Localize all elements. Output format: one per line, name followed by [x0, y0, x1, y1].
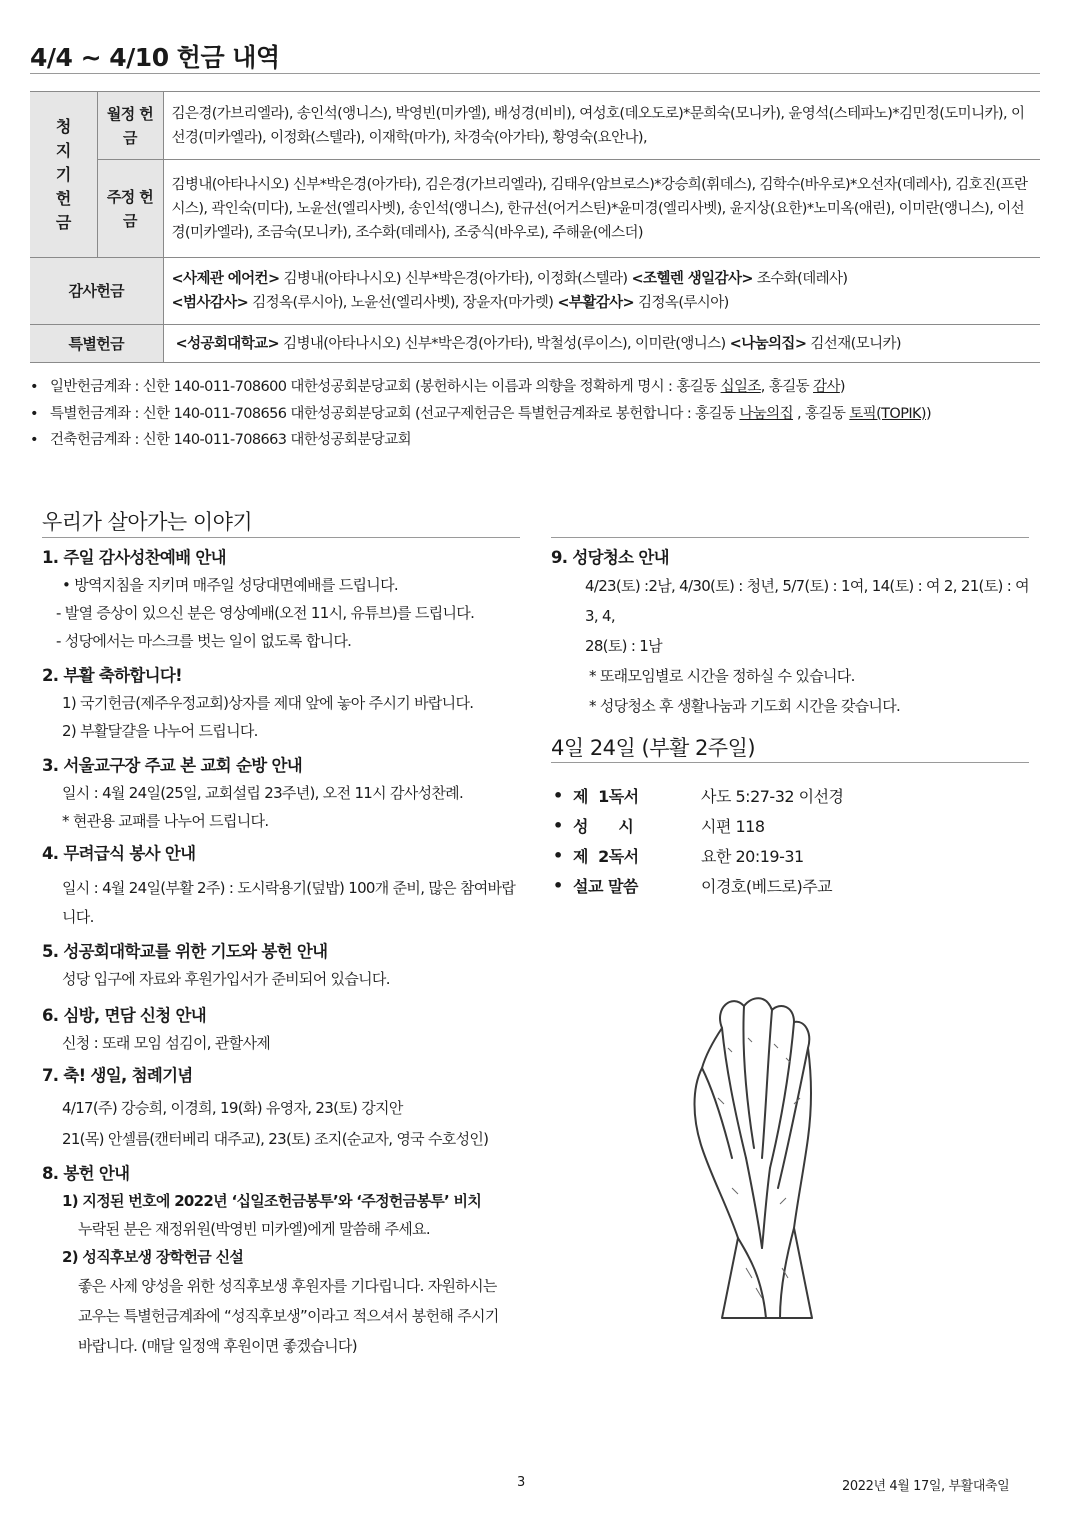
news-line: * 또래모임별로 시간을 정하실 수 있습니다.	[589, 667, 855, 685]
thanks-tag: <조헬렌 생일감사>	[631, 271, 753, 287]
account-underlined: 감사	[813, 379, 840, 395]
thanks-tag: <부활감사>	[557, 295, 635, 311]
news-heading: 5. 성공회대학교를 위한 기도와 봉헌 안내	[42, 942, 328, 961]
special-label: 특별헌금	[30, 325, 163, 363]
news-line: 성당 입구에 자료와 후원가입서가 준비되어 있습니다.	[62, 970, 390, 988]
footer-date: 2022년 4월 17일, 부활대축일	[842, 1479, 1010, 1494]
account-text: 건축헌금계좌 : 신한 140-011-708663 대한성공회분당교회	[50, 432, 412, 448]
special-account	[30, 401, 931, 428]
special-text: 김선재(모니카)	[806, 335, 901, 352]
news-heading: 2. 부활 축하합니다!	[42, 666, 182, 685]
news-line: • 방역지침을 지키며 매주일 성당대면예배를 드립니다.	[62, 576, 398, 594]
account-text: 일반헌금계좌 : 신한 140-011-708600 대한성공회분당교회 (봉헌하시는 이름과 의향을 정확하게 명시 : 홍길동	[50, 379, 721, 395]
thanks-names	[163, 258, 1040, 325]
bullet-icon: •	[553, 815, 563, 835]
account-text: 특별헌금계좌 : 신한 140-011-708656 대한성공회분당교회 (선교구제헌금은 특별헌금계좌로 봉헌합니다 : 홍길동	[50, 405, 740, 422]
news-line: 4/17(주) 강승희, 이경희, 19(화) 유영자, 23(토) 강지안	[62, 1099, 403, 1117]
account-underlined: 토픽(TOPIK)	[849, 405, 926, 422]
special-text: 김병내(아타나시오) 신부*박은경(아가타), 박철성(루이스), 이미란(앵니스)	[279, 335, 730, 352]
service-divider	[551, 762, 1029, 763]
thanks-label: 감사헌금	[30, 258, 163, 325]
weekly-label: 주정 헌금	[97, 160, 163, 258]
news-line: 28(토) : 1남	[585, 637, 662, 655]
news-line: 누락된 분은 재정위원(박영빈 미카엘)에게 말씀해 주세요.	[78, 1220, 430, 1238]
bullet-icon: •	[553, 785, 563, 805]
news-heading: 6. 심방, 면담 신청 안내	[42, 1006, 207, 1025]
category-char: 헌	[55, 188, 71, 208]
service-title: 4일 24일 (부활 2주일)	[551, 736, 756, 760]
reading-value: 이경호(베드로)주교	[701, 876, 833, 896]
thanks-tag: <사제관 에어컨>	[171, 271, 280, 287]
account-list	[30, 374, 931, 454]
category-char: 금	[55, 212, 71, 232]
account-text: , 홍길동	[760, 379, 814, 395]
offering-table	[30, 91, 1040, 363]
account-underlined: 십일조	[720, 379, 761, 395]
reading-item	[553, 780, 844, 810]
thanks-text: 김정옥(루시아)	[634, 295, 729, 311]
news-line: 4/23(토) :2남, 4/30(토) : 청년, 5/7(토) : 1여, 14(토) : 여 2, 21(토) : 여 3, 4,	[585, 577, 1029, 625]
offering-category-cell	[30, 92, 97, 258]
news-line: 1) 국기헌금(제주우정교회)상자를 제대 앞에 놓아 주시기 바랍니다.	[62, 694, 474, 712]
news-line: 바랍니다. (매달 일정액 후원이면 좋겠습니다)	[78, 1337, 357, 1355]
news-line: 니다.	[62, 908, 94, 926]
offering-row-weekly	[30, 160, 1040, 258]
news-heading: 1. 주일 감사성찬예배 안내	[42, 548, 226, 567]
reading-label: 설교 말씀	[573, 876, 638, 896]
title-divider	[30, 73, 1040, 74]
news-subheading: 2) 성직후보생 장학헌금 신설	[62, 1248, 244, 1266]
page-title: 4/4 ~ 4/10 헌금 내역	[30, 43, 280, 72]
account-text: )	[839, 379, 845, 395]
news-line: * 현관용 교패를 나누어 드립니다.	[62, 812, 269, 830]
thanks-text: 김병내(아타나시오) 신부*박은경(아가타), 이정화(스텔라)	[279, 271, 632, 287]
news-line: 교우는 특별헌금계좌에 “성직후보생”이라고 적으셔서 봉헌해 주시기	[78, 1307, 499, 1325]
news-line: - 발열 증상이 있으신 분은 영상예배(오전 11시, 유튜브)를 드립니다.	[56, 604, 475, 622]
monthly-label: 월정 헌금	[97, 92, 163, 160]
general-account	[30, 374, 931, 401]
news-line: 2) 부활달걀을 나누어 드립니다.	[62, 722, 258, 740]
bullet-icon: •	[553, 845, 563, 865]
special-tag: <성공회대학교>	[175, 335, 280, 352]
news-line: 일시 : 4월 24일(부활 2주) : 도시락용기(덮밥) 100개 준비, 많은 참여바랍	[62, 879, 516, 897]
section-title: 우리가 살아가는 이야기	[42, 510, 253, 534]
news-line: 21(목) 안셀름(캔터베리 대주교), 23(토) 조지(순교자, 영국 수호성인)	[62, 1130, 489, 1148]
thanks-text: 김정옥(루시아), 노윤선(엘리사벳), 장윤자(마가렛)	[248, 295, 558, 311]
account-underlined: 나눔의집	[739, 405, 793, 422]
reading-item	[553, 840, 844, 870]
reading-label: 제 1독서	[573, 786, 639, 806]
thanks-tag: <범사감사>	[171, 295, 249, 311]
news-line: 일시 : 4월 24일(25일, 교회설립 23주년), 오전 11시 감사성찬례.	[62, 784, 464, 802]
offering-row-monthly	[30, 92, 1040, 160]
reading-label: 제 2독서	[573, 846, 639, 866]
building-account	[30, 427, 931, 454]
category-char: 청	[55, 116, 71, 136]
reading-value: 요한 20:19-31	[701, 846, 804, 866]
section-divider-left	[42, 537, 520, 538]
praying-hands-icon	[662, 988, 862, 1328]
reading-item	[553, 810, 844, 840]
category-char: 기	[55, 164, 71, 184]
account-text: , 홍길동	[793, 405, 850, 422]
account-text: )	[926, 405, 932, 422]
section-divider-right	[551, 537, 1029, 538]
bullet-icon: •	[553, 875, 563, 895]
special-tag: <나눔의집>	[729, 335, 807, 352]
news-heading: 7. 축! 생일, 첨례기념	[42, 1066, 193, 1085]
category-char: 지	[55, 140, 71, 160]
thanks-text: 조수화(데레사)	[752, 271, 848, 287]
offering-row-special	[30, 325, 1040, 363]
monthly-names: 김은경(가브리엘라), 송인석(앵니스), 박영빈(미카엘), 배성경(비비), 여성호(데오도로)*문희숙(모니카), 윤영석(스테파노)*김민정(도미니카), 이선경(미카엘라), 이정화(스텔라), 이재학(마가), 차경숙(아가타), 황영숙(요안나),	[163, 92, 1040, 160]
reading-item	[553, 870, 844, 900]
news-line: 좋은 사제 양성을 위한 성직후보생 후원자를 기다립니다. 자원하시는	[78, 1277, 497, 1295]
offering-row-thanks	[30, 258, 1040, 325]
news-heading: 3. 서울교구장 주교 본 교회 순방 안내	[42, 756, 302, 775]
weekly-names: 김병내(아타나시오) 신부*박은경(아가타), 김은경(가브리엘라), 김태우(암브로스)*강승희(휘데스), 김학수(바우로)*오선자(데레사), 김호진(프란시스), 곽인숙(미다), 노윤선(엘리사벳), 송인석(앵니스), 한규선(어거스틴)*윤미경(엘리사벳), 윤지상(요한)*노미옥(애린), 이미란(앵니스), 이선경(미카엘라), 조금숙(모니카), 조수화(데레사), 조중식(바우로), 주해윤(에스더)	[163, 160, 1040, 258]
reading-label: 성 시	[573, 816, 634, 836]
readings-list	[553, 780, 844, 900]
news-heading: 9. 성당청소 안내	[551, 548, 669, 567]
news-line: * 성당청소 후 생활나눔과 기도회 시간을 갖습니다.	[589, 697, 901, 715]
reading-value: 사도 5:27-32 이선경	[701, 786, 844, 806]
news-line: - 성당에서는 마스크를 벗는 일이 없도록 합니다.	[56, 632, 352, 650]
special-names	[163, 325, 1040, 363]
news-column-left	[42, 545, 532, 1361]
page-number: 3	[517, 1475, 526, 1490]
reading-value: 시편 118	[701, 816, 765, 836]
news-heading: 8. 봉헌 안내	[42, 1164, 130, 1183]
news-subheading: 1) 지정된 번호에 2022년 ‘십일조헌금봉투’와 ‘주정헌금봉투’ 비치	[62, 1192, 482, 1210]
news-column-right	[551, 545, 1036, 721]
news-heading: 4. 무려급식 봉사 안내	[42, 844, 196, 863]
news-line: 신청 : 또래 모임 섬김이, 관할사제	[62, 1034, 271, 1052]
